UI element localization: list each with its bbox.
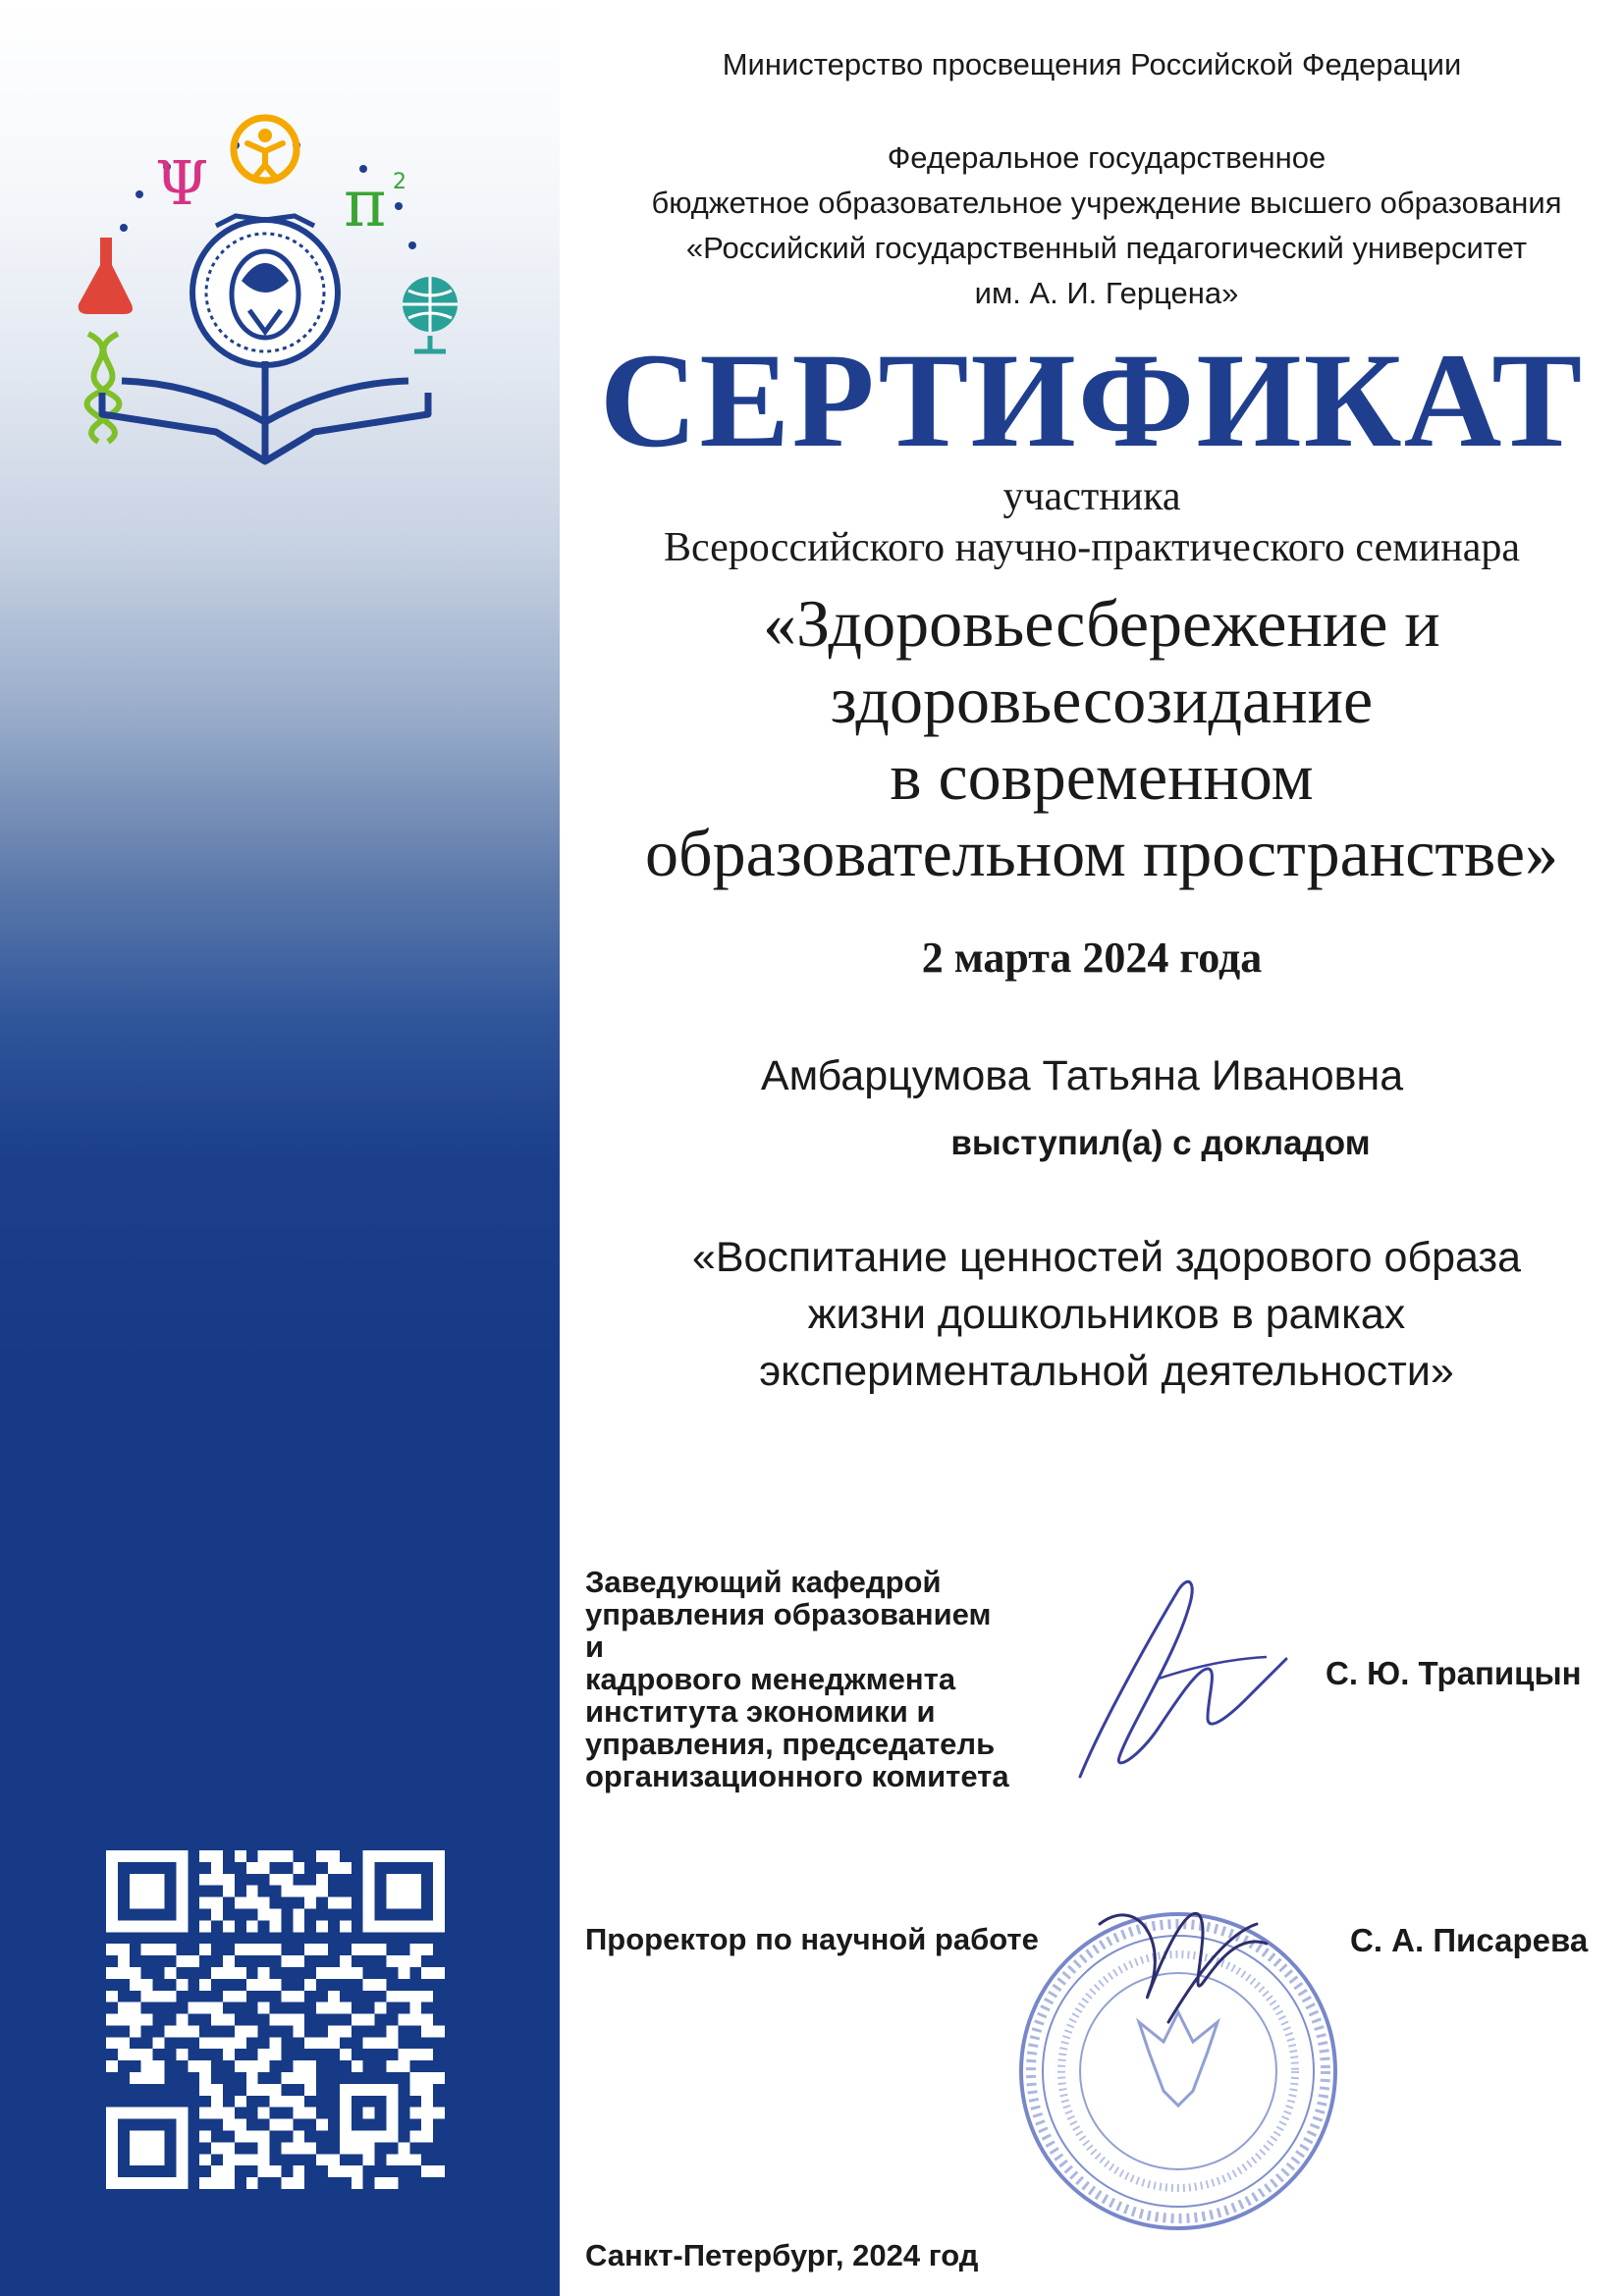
institution-line: «Российский государственный педагогический университет [685, 231, 1528, 265]
report-title [589, 1229, 1624, 1400]
report-line: жизни дошкольников в рамках [807, 1291, 1406, 1338]
event-date: 2 марта 2024 года [921, 934, 1263, 982]
psi-icon: Ψ [155, 147, 209, 219]
official-stamp [1001, 1885, 1355, 2238]
certificate-title: СЕРТИФИКАТ [599, 325, 1585, 475]
theme-line: здоровьесозидание [830, 663, 1374, 737]
recipient-action: выступил(а) с докладом [950, 1124, 1371, 1162]
position-line: Заведующий кафедрой [585, 1565, 942, 1599]
open-book-icon [102, 361, 428, 461]
recipient-name: Амбарцумова Татьяна Ивановна [760, 1052, 1404, 1099]
institution-name [589, 135, 1624, 316]
position-line: организационного комитета [585, 1759, 1009, 1793]
seminar-label: Всероссийского научно-практического семинара [663, 525, 1521, 570]
emblem-icon [192, 216, 338, 365]
dna-icon [87, 334, 120, 442]
signature-2 [1100, 1913, 1267, 2022]
flask-icon [79, 238, 133, 314]
signature-1 [1060, 1561, 1316, 1796]
position-line: управления, председатель [585, 1727, 996, 1761]
position-line: кадрового менеджмента [585, 1662, 956, 1696]
theme-line: в современном [890, 739, 1314, 814]
globe-icon [403, 277, 458, 351]
institution-line: бюджетное образовательное учреждение высшего образования [651, 186, 1562, 220]
institution-line: им. А. И. Герцена» [974, 276, 1239, 310]
person-icon [234, 118, 297, 181]
university-logo [69, 108, 461, 501]
svg-text:2: 2 [393, 170, 406, 194]
qr-code [106, 1850, 445, 2189]
report-line: «Воспитание ценностей здорового образа [691, 1234, 1522, 1281]
theme-line: «Здоровьесбережение и [763, 586, 1440, 661]
report-line: экспериментальной деятельности» [759, 1348, 1454, 1395]
participant-label: участника [1002, 474, 1181, 519]
svg-text:π: π [344, 166, 387, 241]
signatory-1-position [585, 1566, 1017, 1792]
seminar-theme [569, 585, 1624, 891]
position-line: института экономики и [585, 1694, 936, 1729]
signatory-1-name: С. Ю. Трапицын [1326, 1655, 1582, 1691]
left-gradient-panel [0, 0, 560, 2296]
theme-line: образовательном пространстве» [644, 816, 1559, 890]
city-year: Санкт-Петербург, 2024 год [585, 2238, 979, 2272]
institution-line: Федеральное государственное [887, 140, 1326, 175]
signatory-2-name: С. А. Писарева [1350, 1922, 1589, 1958]
stamp-eagle [1139, 2012, 1218, 2106]
ministry-name: Министерство просвещения Российской Федерации [722, 47, 1462, 81]
position-line: управления образованием и [585, 1597, 992, 1664]
signatory-2-position: Проректор по научной работе [585, 1922, 1039, 1956]
